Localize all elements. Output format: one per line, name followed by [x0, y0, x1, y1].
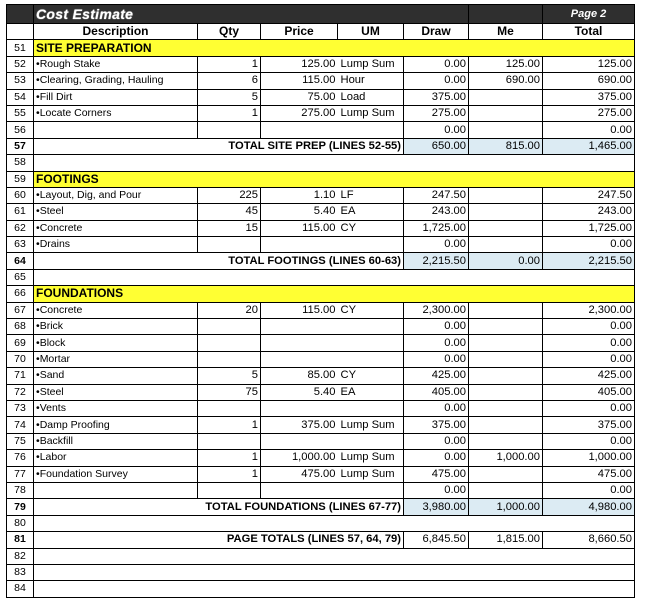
row-number: 72: [7, 384, 34, 400]
item-description-text: • Damp Proofing: [36, 419, 110, 431]
item-description-text: • Block: [36, 337, 65, 349]
item-total[interactable]: 247.50: [543, 187, 635, 203]
item-price[interactable]: [261, 482, 338, 498]
item-me[interactable]: 125.00: [469, 56, 543, 72]
item-um[interactable]: Lump Sum: [338, 56, 404, 72]
item-me[interactable]: [469, 335, 543, 351]
item-draw[interactable]: 0.00: [404, 400, 469, 416]
item-description[interactable]: [34, 466, 198, 482]
item-draw[interactable]: 243.00: [404, 204, 469, 220]
item-description[interactable]: [34, 122, 198, 138]
item-me[interactable]: 690.00: [469, 73, 543, 89]
sheet-row-60: [7, 187, 635, 203]
sheet-row-73: [7, 400, 635, 416]
row-number: 70: [7, 351, 34, 367]
subtotal-label: TOTAL FOOTINGS (LINES 60-63): [34, 253, 404, 269]
item-description[interactable]: [34, 384, 198, 400]
item-me[interactable]: 1,000.00: [469, 450, 543, 466]
item-total[interactable]: 375.00: [543, 417, 635, 433]
item-qty[interactable]: [198, 400, 261, 416]
item-qty[interactable]: [198, 319, 261, 335]
item-description-text: • Rough Stake: [36, 58, 100, 70]
title-spacer: [469, 5, 543, 24]
sheet-row-79: [7, 499, 635, 515]
item-price[interactable]: 115.00: [261, 220, 338, 236]
item-qty[interactable]: [198, 433, 261, 449]
sheet-row-64: [7, 253, 635, 269]
item-um[interactable]: [338, 351, 404, 367]
item-um[interactable]: Hour: [338, 73, 404, 89]
item-qty[interactable]: [198, 335, 261, 351]
item-draw[interactable]: 0.00: [404, 482, 469, 498]
page-total-total[interactable]: 8,660.50: [543, 532, 635, 548]
sheet-row-53: [7, 73, 635, 89]
row-number: 57: [7, 138, 34, 154]
item-price[interactable]: [261, 319, 338, 335]
item-description[interactable]: [34, 351, 198, 367]
sheet-row-80: [7, 515, 635, 531]
item-price[interactable]: 125.00: [261, 56, 338, 72]
item-description-text: • Steel: [36, 205, 64, 217]
item-qty[interactable]: 225: [198, 187, 261, 203]
sheet-row-81: [7, 532, 635, 548]
item-description-text: • Sand: [36, 369, 64, 381]
sheet-row-72: [7, 384, 635, 400]
item-price[interactable]: 5.40: [261, 384, 338, 400]
subtotal-draw[interactable]: 2,215.50: [404, 253, 469, 269]
item-price[interactable]: 5.40: [261, 204, 338, 220]
item-description-text: • Clearing, Grading, Hauling: [36, 74, 163, 86]
sheet-row-51: [7, 40, 635, 56]
item-um[interactable]: LF: [338, 187, 404, 203]
item-description-text: • Vents: [36, 402, 66, 414]
item-description-text: • Foundation Survey: [36, 468, 128, 480]
item-qty[interactable]: 5: [198, 89, 261, 105]
row-number: 65: [7, 269, 34, 285]
row-number: 68: [7, 319, 34, 335]
sheet-row-61: [7, 204, 635, 220]
subtotal-draw[interactable]: 3,980.00: [404, 499, 469, 515]
blank-row-cell[interactable]: [34, 564, 635, 580]
item-description[interactable]: [34, 56, 198, 72]
row-number: 74: [7, 417, 34, 433]
item-qty[interactable]: 75: [198, 384, 261, 400]
item-price[interactable]: 85.00: [261, 368, 338, 384]
item-total[interactable]: 0.00: [543, 237, 635, 253]
sheet-title: Cost Estimate: [34, 5, 469, 24]
item-description[interactable]: [34, 319, 198, 335]
sheet-row-74: [7, 417, 635, 433]
section-heading[interactable]: FOOTINGS: [34, 171, 635, 187]
row-number: 73: [7, 400, 34, 416]
item-total[interactable]: 375.00: [543, 89, 635, 105]
page-total-me[interactable]: 1,815.00: [469, 532, 543, 548]
item-qty[interactable]: 15: [198, 220, 261, 236]
item-total[interactable]: 125.00: [543, 56, 635, 72]
item-description[interactable]: [34, 482, 198, 498]
estimate-table: [6, 4, 635, 598]
item-price[interactable]: 115.00: [261, 302, 338, 318]
col-header-um[interactable]: UM: [338, 24, 404, 40]
sheet-row-65: [7, 269, 635, 285]
row-number: 79: [7, 499, 34, 515]
row-number: 61: [7, 204, 34, 220]
item-draw[interactable]: 0.00: [404, 335, 469, 351]
row-number: 78: [7, 482, 34, 498]
row-number: 75: [7, 433, 34, 449]
item-qty[interactable]: 1: [198, 466, 261, 482]
item-um[interactable]: Load: [338, 89, 404, 105]
item-draw[interactable]: 0.00: [404, 319, 469, 335]
item-description[interactable]: [34, 368, 198, 384]
item-price[interactable]: [261, 400, 338, 416]
item-draw[interactable]: 0.00: [404, 56, 469, 72]
item-total[interactable]: 405.00: [543, 384, 635, 400]
row-number: 52: [7, 56, 34, 72]
sheet-row-66: [7, 286, 635, 302]
item-description[interactable]: [34, 302, 198, 318]
col-header-me[interactable]: Me: [469, 24, 543, 40]
subtotal-total[interactable]: 2,215.50: [543, 253, 635, 269]
item-draw[interactable]: 0.00: [404, 73, 469, 89]
item-um[interactable]: EA: [338, 384, 404, 400]
item-me[interactable]: [469, 482, 543, 498]
item-me[interactable]: [469, 400, 543, 416]
item-draw[interactable]: 0.00: [404, 122, 469, 138]
item-um[interactable]: EA: [338, 204, 404, 220]
item-price[interactable]: 375.00: [261, 417, 338, 433]
item-price[interactable]: 475.00: [261, 466, 338, 482]
item-total[interactable]: 0.00: [543, 433, 635, 449]
row-number: 63: [7, 237, 34, 253]
item-total[interactable]: 425.00: [543, 368, 635, 384]
subtotal-total[interactable]: 1,465.00: [543, 138, 635, 154]
header-row: [7, 24, 635, 40]
sheet-row-59: [7, 171, 635, 187]
sheet-row-52: [7, 56, 635, 72]
item-um[interactable]: CY: [338, 368, 404, 384]
item-total[interactable]: 0.00: [543, 400, 635, 416]
item-um[interactable]: Lump Sum: [338, 105, 404, 121]
item-um[interactable]: CY: [338, 220, 404, 236]
row-number: 66: [7, 286, 34, 302]
item-qty[interactable]: 1: [198, 417, 261, 433]
sheet-row-70: [7, 351, 635, 367]
item-me[interactable]: [469, 417, 543, 433]
item-draw[interactable]: 375.00: [404, 89, 469, 105]
page-label: Page 2: [543, 5, 635, 24]
item-description-text: • Fill Dirt: [36, 91, 72, 103]
item-price[interactable]: 1.10: [261, 187, 338, 203]
item-me[interactable]: [469, 319, 543, 335]
item-um[interactable]: Lump Sum: [338, 466, 404, 482]
item-description[interactable]: [34, 400, 198, 416]
sheet-row-83: [7, 564, 635, 580]
item-draw[interactable]: 375.00: [404, 417, 469, 433]
item-me[interactable]: [469, 433, 543, 449]
item-um[interactable]: [338, 400, 404, 416]
col-header-qty[interactable]: Qty: [198, 24, 261, 40]
item-description-text: • Concrete: [36, 222, 82, 234]
row-number: 59: [7, 171, 34, 187]
row-number: 82: [7, 548, 34, 564]
sheet-row-67: [7, 302, 635, 318]
item-total[interactable]: 0.00: [543, 351, 635, 367]
item-total[interactable]: 0.00: [543, 335, 635, 351]
section-heading[interactable]: SITE PREPARATION: [34, 40, 635, 56]
sheet-row-82: [7, 548, 635, 564]
item-price[interactable]: [261, 351, 338, 367]
item-description-text: • Backfill: [36, 435, 73, 447]
item-description-text: • Brick: [36, 320, 63, 332]
item-qty[interactable]: [198, 237, 261, 253]
item-um[interactable]: Lump Sum: [338, 417, 404, 433]
row-number: 56: [7, 122, 34, 138]
sheet-row-55: [7, 105, 635, 121]
item-description[interactable]: [34, 73, 198, 89]
title-rowhead: [7, 5, 34, 24]
row-number: 62: [7, 220, 34, 236]
sheet-row-84: [7, 581, 635, 597]
subtotal-draw[interactable]: 650.00: [404, 138, 469, 154]
item-total[interactable]: 690.00: [543, 73, 635, 89]
item-price[interactable]: [261, 433, 338, 449]
subtotal-label: TOTAL SITE PREP (LINES 52-55): [34, 138, 404, 154]
item-description-text: • Drains: [36, 238, 70, 250]
item-qty[interactable]: 45: [198, 204, 261, 220]
item-me[interactable]: [469, 105, 543, 121]
item-draw[interactable]: 405.00: [404, 384, 469, 400]
row-number: 81: [7, 532, 34, 548]
item-draw[interactable]: 0.00: [404, 433, 469, 449]
title-row: [7, 5, 635, 24]
item-description-text: • Labor: [36, 451, 67, 463]
item-total[interactable]: 1,000.00: [543, 450, 635, 466]
item-qty[interactable]: 1: [198, 450, 261, 466]
item-draw[interactable]: 475.00: [404, 466, 469, 482]
row-number: 51: [7, 40, 34, 56]
sheet-row-68: [7, 319, 635, 335]
col-header-total[interactable]: Total: [543, 24, 635, 40]
blank-row-cell[interactable]: [34, 155, 635, 171]
item-description-text: • Locate Corners: [36, 107, 111, 119]
item-me[interactable]: [469, 351, 543, 367]
item-price[interactable]: 115.00: [261, 73, 338, 89]
item-draw[interactable]: 0.00: [404, 450, 469, 466]
row-number: 80: [7, 515, 34, 531]
item-description[interactable]: [34, 220, 198, 236]
item-price[interactable]: [261, 335, 338, 351]
row-number: 84: [7, 581, 34, 597]
item-um[interactable]: [338, 335, 404, 351]
item-description-text: • Layout, Dig, and Pour: [36, 189, 141, 201]
row-number: 83: [7, 564, 34, 580]
item-draw[interactable]: 0.00: [404, 237, 469, 253]
item-total[interactable]: 0.00: [543, 319, 635, 335]
item-um[interactable]: [338, 237, 404, 253]
item-me[interactable]: [469, 187, 543, 203]
item-qty[interactable]: 1: [198, 56, 261, 72]
page-total-draw[interactable]: 6,845.50: [404, 532, 469, 548]
item-price[interactable]: [261, 122, 338, 138]
item-description[interactable]: [34, 89, 198, 105]
sheet-row-71: [7, 368, 635, 384]
blank-row-cell[interactable]: [34, 515, 635, 531]
page-totals-label: PAGE TOTALS (LINES 57, 64, 79): [34, 532, 404, 548]
item-me[interactable]: [469, 204, 543, 220]
item-description[interactable]: [34, 105, 198, 121]
sheet-row-54: [7, 89, 635, 105]
item-price[interactable]: 275.00: [261, 105, 338, 121]
item-um[interactable]: [338, 433, 404, 449]
item-total[interactable]: 2,300.00: [543, 302, 635, 318]
subtotal-label: TOTAL FOUNDATIONS (LINES 67-77): [34, 499, 404, 515]
subtotal-me[interactable]: 0.00: [469, 253, 543, 269]
row-number: 55: [7, 105, 34, 121]
sheet-row-77: [7, 466, 635, 482]
item-draw[interactable]: 0.00: [404, 351, 469, 367]
item-me[interactable]: [469, 89, 543, 105]
row-number: 53: [7, 73, 34, 89]
col-header-draw[interactable]: Draw: [404, 24, 469, 40]
row-number: 69: [7, 335, 34, 351]
item-qty[interactable]: 20: [198, 302, 261, 318]
row-number: 54: [7, 89, 34, 105]
item-description[interactable]: [34, 433, 198, 449]
item-um[interactable]: [338, 482, 404, 498]
sheet-row-62: [7, 220, 635, 236]
item-qty[interactable]: 5: [198, 368, 261, 384]
item-description-text: • Concrete: [36, 304, 82, 316]
item-description[interactable]: [34, 187, 198, 203]
sheet-row-56: [7, 122, 635, 138]
item-um[interactable]: [338, 319, 404, 335]
item-draw[interactable]: 1,725.00: [404, 220, 469, 236]
item-qty[interactable]: [198, 482, 261, 498]
item-draw[interactable]: 425.00: [404, 368, 469, 384]
col-header-description[interactable]: Description: [34, 24, 198, 40]
item-draw[interactable]: 275.00: [404, 105, 469, 121]
blank-row-cell[interactable]: [34, 548, 635, 564]
row-number: 60: [7, 187, 34, 203]
item-me[interactable]: [469, 237, 543, 253]
item-total[interactable]: 243.00: [543, 204, 635, 220]
item-total[interactable]: 475.00: [543, 466, 635, 482]
item-um[interactable]: Lump Sum: [338, 450, 404, 466]
subtotal-total[interactable]: 4,980.00: [543, 499, 635, 515]
item-qty[interactable]: [198, 122, 261, 138]
item-description[interactable]: [34, 237, 198, 253]
blank-row-cell[interactable]: [34, 581, 635, 597]
col-header-price[interactable]: Price: [261, 24, 338, 40]
sheet-row-63: [7, 237, 635, 253]
row-number: 67: [7, 302, 34, 318]
item-price[interactable]: 75.00: [261, 89, 338, 105]
section-heading[interactable]: FOUNDATIONS: [34, 286, 635, 302]
subtotal-me[interactable]: 1,000.00: [469, 499, 543, 515]
row-number: 76: [7, 450, 34, 466]
item-total[interactable]: 275.00: [543, 105, 635, 121]
row-number: 71: [7, 368, 34, 384]
item-draw[interactable]: 247.50: [404, 187, 469, 203]
row-number: 77: [7, 466, 34, 482]
item-total[interactable]: 1,725.00: [543, 220, 635, 236]
item-description[interactable]: [34, 204, 198, 220]
sheet-row-57: [7, 138, 635, 154]
item-description[interactable]: [34, 335, 198, 351]
item-qty[interactable]: 1: [198, 105, 261, 121]
blank-row-cell[interactable]: [34, 269, 635, 285]
item-description[interactable]: [34, 417, 198, 433]
item-price[interactable]: [261, 237, 338, 253]
sheet-row-78: [7, 482, 635, 498]
item-me[interactable]: [469, 368, 543, 384]
item-draw[interactable]: 2,300.00: [404, 302, 469, 318]
item-me[interactable]: [469, 384, 543, 400]
item-me[interactable]: [469, 466, 543, 482]
item-description[interactable]: [34, 450, 198, 466]
item-me[interactable]: [469, 220, 543, 236]
item-qty[interactable]: 6: [198, 73, 261, 89]
header-rowhead: [7, 24, 34, 40]
sheet-row-58: [7, 155, 635, 171]
sheet-row-69: [7, 335, 635, 351]
item-me[interactable]: [469, 122, 543, 138]
item-description-text: • Mortar: [36, 353, 70, 365]
item-total[interactable]: 0.00: [543, 482, 635, 498]
row-number: 58: [7, 155, 34, 171]
sheet-row-75: [7, 433, 635, 449]
item-me[interactable]: [469, 302, 543, 318]
item-um[interactable]: [338, 122, 404, 138]
item-um[interactable]: CY: [338, 302, 404, 318]
row-number: 64: [7, 253, 34, 269]
item-total[interactable]: 0.00: [543, 122, 635, 138]
subtotal-me[interactable]: 815.00: [469, 138, 543, 154]
item-qty[interactable]: [198, 351, 261, 367]
item-price[interactable]: 1,000.00: [261, 450, 338, 466]
sheet-row-76: [7, 450, 635, 466]
item-description-text: • Steel: [36, 386, 64, 398]
